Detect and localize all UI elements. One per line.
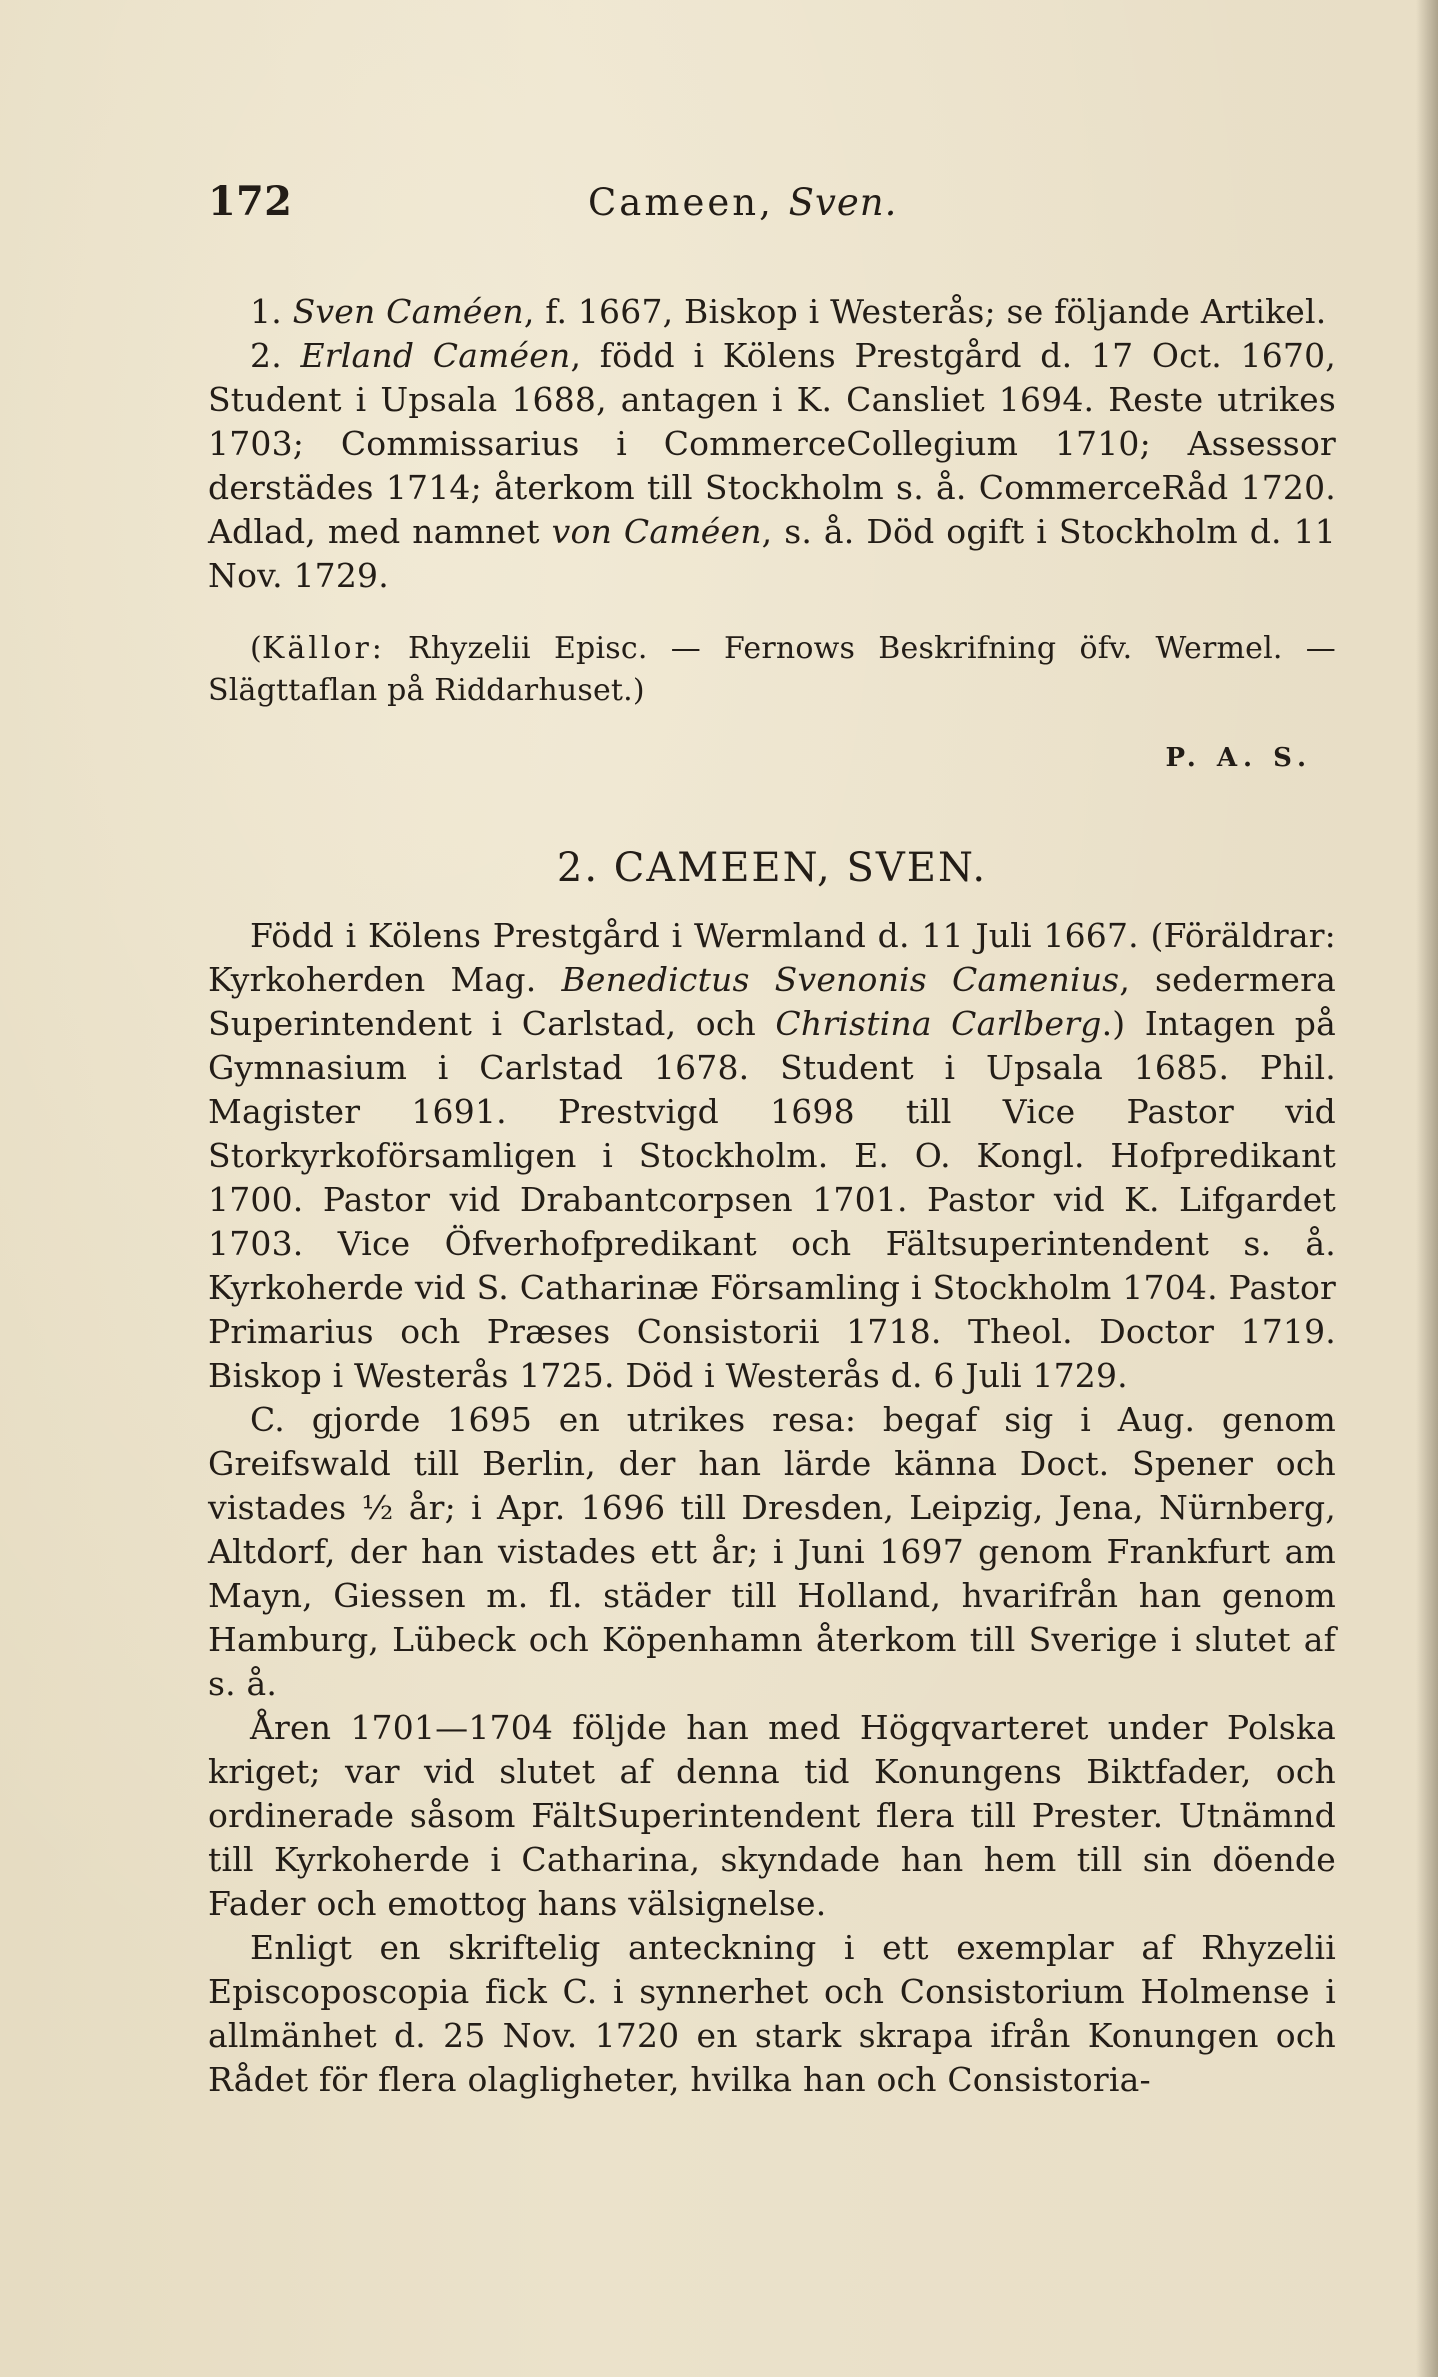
mother-name: Christina Carlberg xyxy=(775,1004,1102,1043)
sources-text: Rhyzelii Episc. — Fernows Beskrifning öfv. Wermel. — Slägttaflan på Riddarhuset.) xyxy=(208,631,1336,708)
page-header xyxy=(208,180,1336,250)
paragraph-1-b: , sedermera Superintendent i Carlstad, och xyxy=(208,960,1337,1043)
page-text xyxy=(208,180,1336,2102)
sources-note xyxy=(208,628,1336,712)
father-name: Benedictus Svenonis Camenius xyxy=(561,960,1120,999)
author-signature: P. A. S. xyxy=(1165,743,1312,773)
running-head xyxy=(588,181,897,225)
running-head-given-name: Sven. xyxy=(788,181,898,224)
entry-1-name: Sven Caméen xyxy=(292,292,524,331)
paragraph-1-a: Född i Kölens Prestgård i Wermland d. 11 Juli 1667. (Föräldrar: Kyrkoherden Mag. xyxy=(208,916,1336,999)
article-body xyxy=(208,914,1336,2102)
entry-2-text-a: , född i Kölens Prestgård d. 17 Oct. 1670, Student i Upsala 1688, antagen i K. Cansliet 1694. Reste utrikes 1703; Commissarius i CommerceCollegium 1710; Assessor derstädes 1714; återkom till Stockholm s. å. CommerceRåd 1720. Adlad, med namnet xyxy=(208,336,1336,551)
section-title: 2. CAMEEN, SVEN. xyxy=(556,845,988,891)
page-number: 172 xyxy=(208,178,293,225)
entry-2-text-b: , s. å. Död ogift i Stockholm d. 11 Nov. 1729. xyxy=(208,512,1336,595)
entry-2-number: 2. xyxy=(250,336,282,375)
entry-2-ennobled-name: von Caméen xyxy=(551,512,762,551)
sources-open-paren: ( xyxy=(250,631,262,666)
paragraph-1 xyxy=(208,914,1336,1398)
paragraph-3: Åren 1701—1704 följde han med Högqvarteret under Polska kriget; var vid slutet af denna tid Konungens Biktfader, och ordinerade såsom FältSuperintendent flera till Prester. Utnämnd till Kyrkoherde i Catharina, skyndade han hem till sin döende Fader och emottog hans välsignelse. xyxy=(208,1708,1336,1923)
running-head-surname: Cameen, xyxy=(588,181,774,224)
paragraph-4: Enligt en skriftelig anteckning i ett exemplar af Rhyzelii Episcoposcopia fick C. i synnerhet och Consistorium Holmense i allmänhet d. 25 Nov. 1720 en stark skrapa ifrån Konungen och Rådet för flera olagligheter, hvilka han och Consistoria- xyxy=(208,1928,1336,2099)
page-edge-shadow xyxy=(1416,0,1438,2377)
sources-label: Källor: xyxy=(261,631,385,666)
paragraph-1-c: .) Intagen på Gymnasium i Carlstad 1678. Student i Upsala 1685. Phil. Magister 1691. Prestvigd 1698 till Vice Pastor vid Storkyrkoförsamligen i Stockholm. E. O. Kongl. Hofpredikant 1700. Pastor vid Drabantcorpsen 1701. Pastor vid K. Lifgardet 1703. Vice Öfverhofpredikant och Fältsuperintendent s. å. Kyrkoherde vid S. Catharinæ Församling i Stockholm 1704. Pastor Primarius och Præses Consistorii 1718. Theol. Doctor 1719. Biskop i Westerås 1725. Död i Westerås d. 6 Juli 1729. xyxy=(208,1004,1336,1395)
paragraph-2: C. gjorde 1695 en utrikes resa: begaf sig i Aug. genom Greifswald till Berlin, der han lärde känna Doct. Spener och vistades ½ år; i Apr. 1696 till Dresden, Leipzig, Jena, Nürnberg, Altdorf, der han vistades ett år; i Juni 1697 genom Frankfurt am Mayn, Giessen m. fl. städer till Holland, hvarifrån han genom Hamburg, Lübeck och Köpenhamn återkom till Sverige i slutet af s. å. xyxy=(208,1400,1336,1703)
entry-1-number: 1. xyxy=(250,292,282,331)
entry-1-text: , f. 1667, Biskop i Westerås; se följande Artikel. xyxy=(523,292,1327,331)
entry-2 xyxy=(208,334,1336,598)
entry-2-name: Erland Caméen xyxy=(300,336,571,375)
entry-1 xyxy=(208,290,1336,334)
